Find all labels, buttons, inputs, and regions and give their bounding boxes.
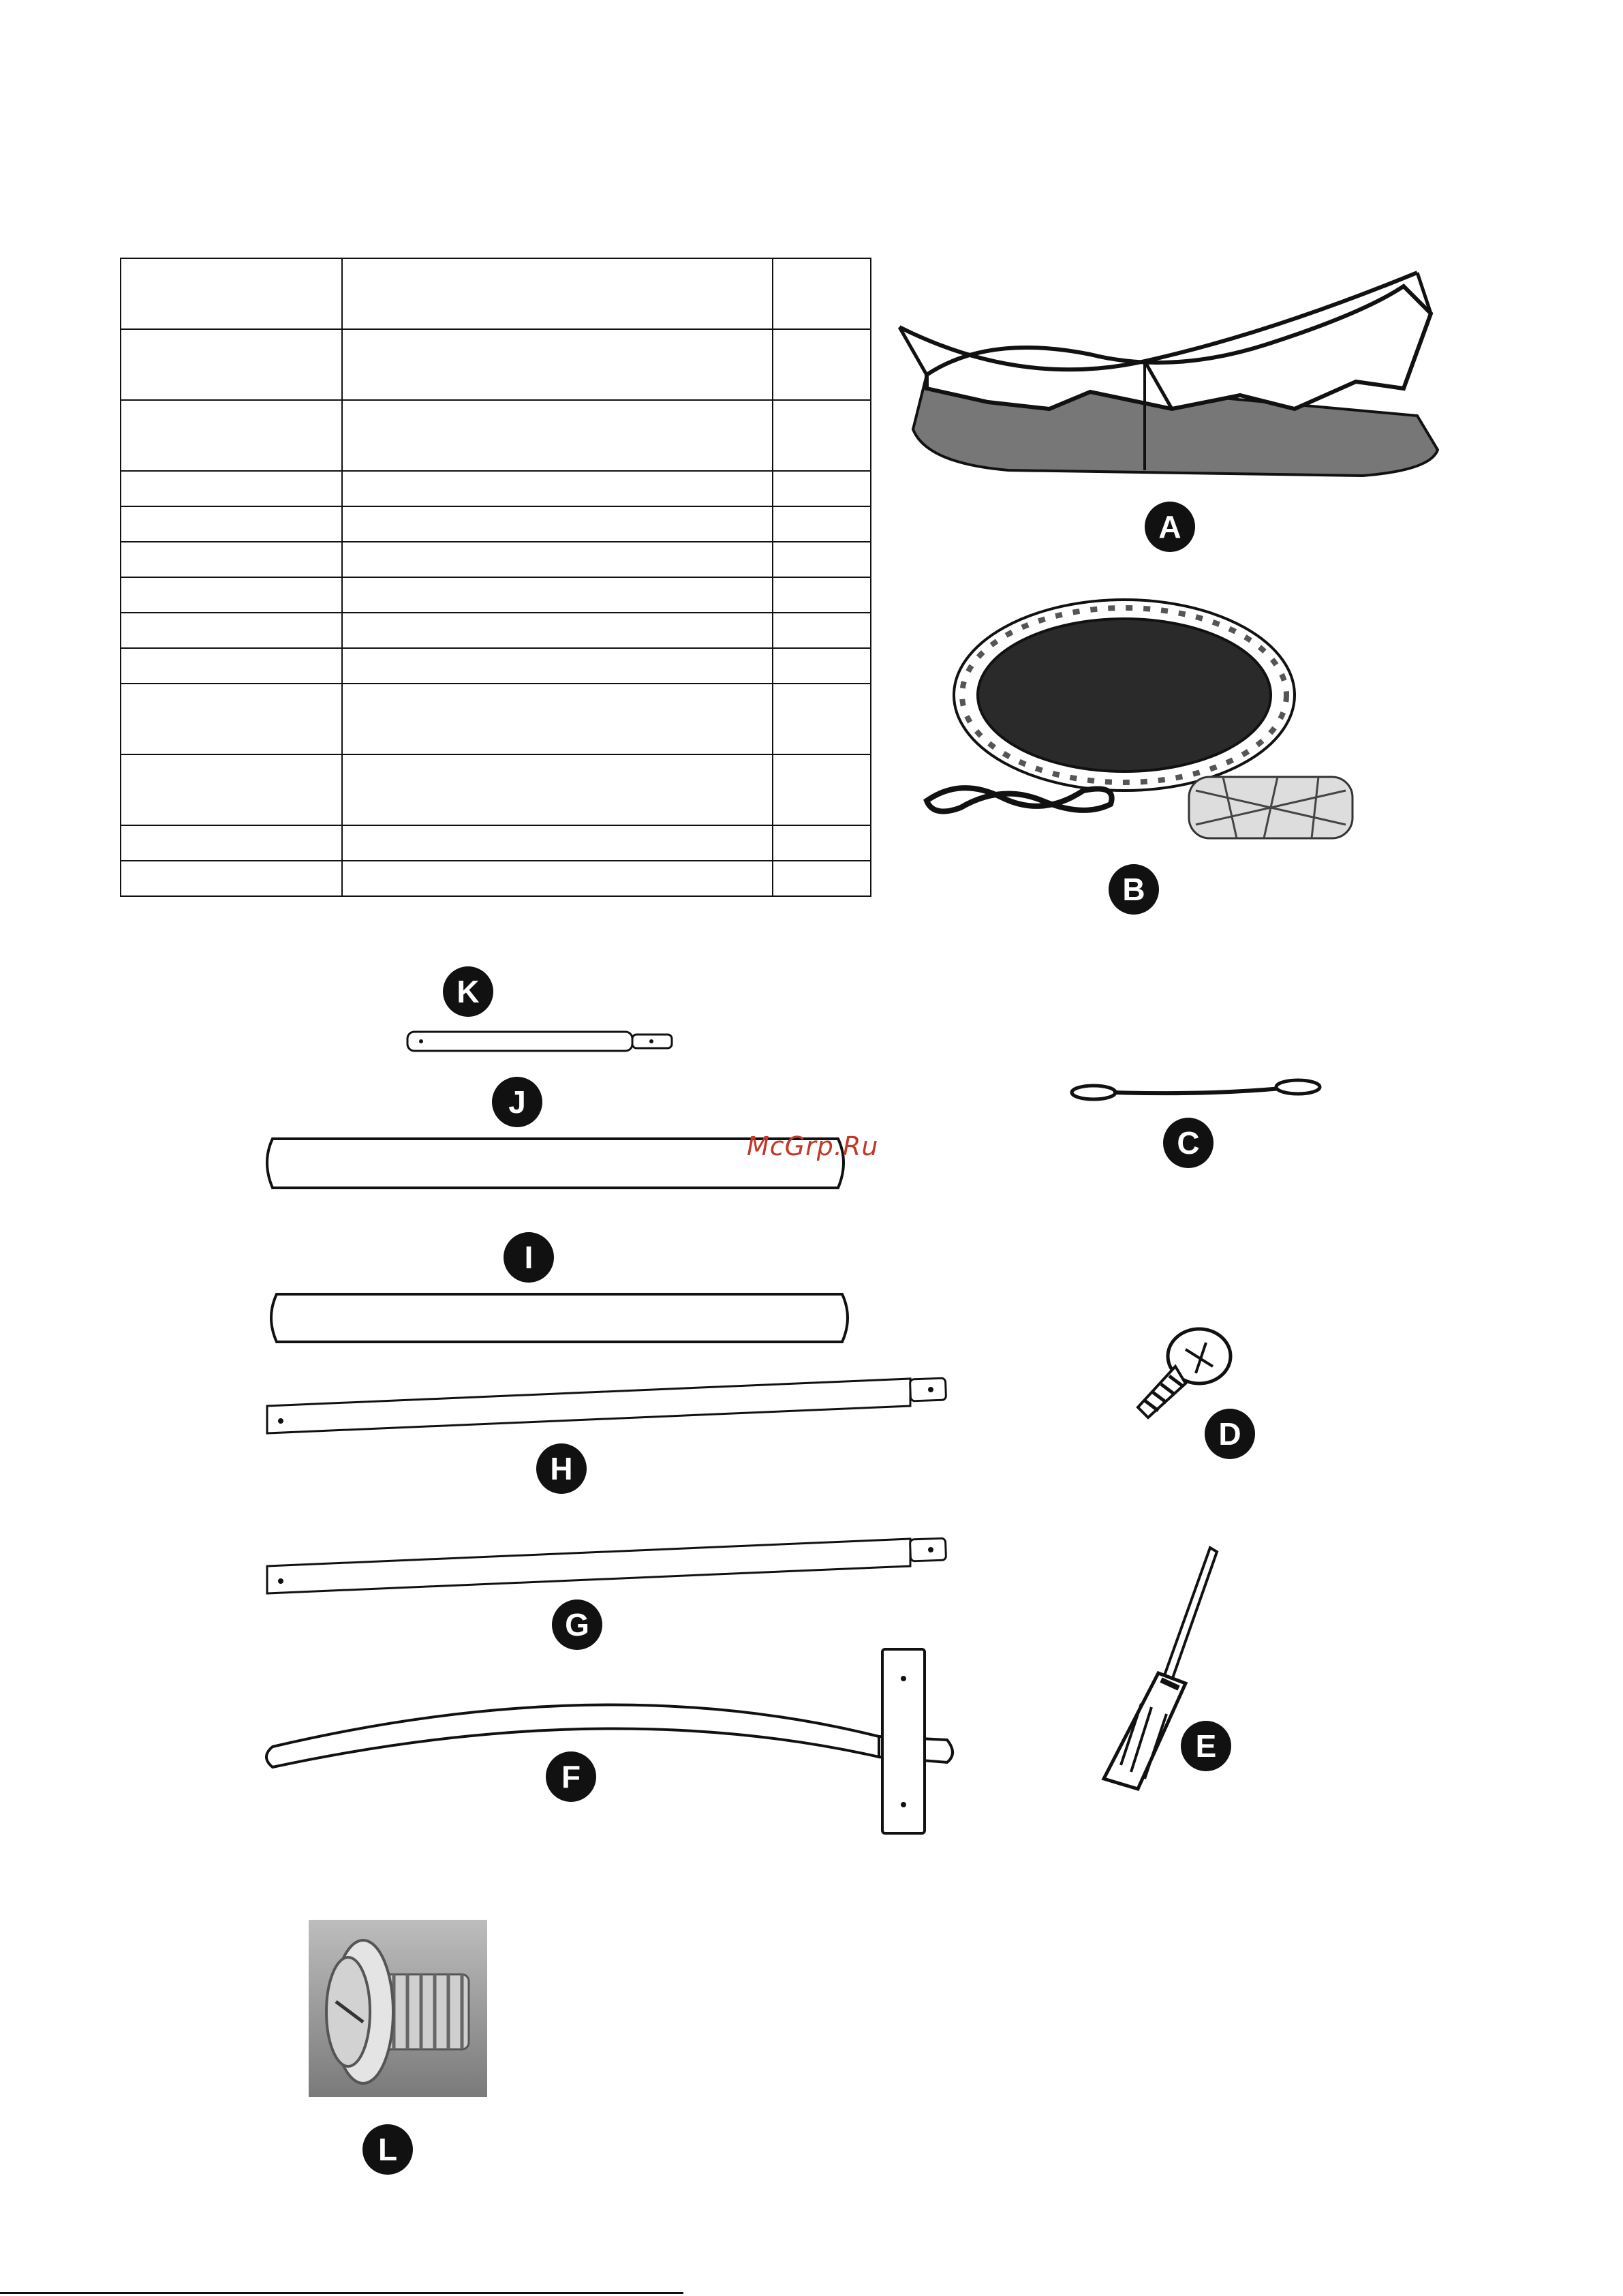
part-a-label: A xyxy=(1145,502,1195,552)
footer-rule xyxy=(0,2292,683,2294)
table-row xyxy=(121,258,871,329)
part-j-label: J xyxy=(492,1077,542,1127)
table-cell xyxy=(121,258,342,329)
table-row xyxy=(121,825,871,861)
table-cell xyxy=(773,471,871,506)
part-b-label: B xyxy=(1109,864,1159,915)
table-cell xyxy=(342,577,773,613)
table-cell xyxy=(773,684,871,754)
part-l-label: L xyxy=(362,2124,413,2175)
curved-pole-f xyxy=(266,1641,961,1839)
table-cell xyxy=(773,613,871,648)
table-cell xyxy=(121,613,342,648)
table-cell xyxy=(342,400,773,471)
table-cell xyxy=(121,329,342,400)
table-cell xyxy=(121,684,342,754)
table-cell xyxy=(773,754,871,825)
table-cell xyxy=(773,825,871,861)
table-row xyxy=(121,648,871,684)
rope-illustration xyxy=(920,777,1124,825)
table-row xyxy=(121,400,871,471)
bungee-cord-c xyxy=(1070,1073,1322,1107)
table-cell xyxy=(773,400,871,471)
table-cell xyxy=(342,861,773,896)
table-row xyxy=(121,329,871,400)
watermark: McGrp.Ru xyxy=(747,1131,879,1161)
table-cell xyxy=(342,613,773,648)
table-cell xyxy=(773,258,871,329)
part-i-label: I xyxy=(504,1232,554,1283)
table-cell xyxy=(773,648,871,684)
net-illustration xyxy=(1182,770,1359,845)
table-row xyxy=(121,471,871,506)
table-cell xyxy=(342,471,773,506)
table-row xyxy=(121,754,871,825)
table-cell xyxy=(342,542,773,577)
parts-table xyxy=(120,258,871,897)
table-cell xyxy=(121,577,342,613)
table-cell xyxy=(342,329,773,400)
part-h-label: H xyxy=(536,1443,587,1494)
part-e-label: E xyxy=(1181,1721,1231,1771)
table-row xyxy=(121,506,871,542)
table-cell xyxy=(121,648,342,684)
part-f-label: F xyxy=(546,1751,596,1802)
part-g-label: G xyxy=(552,1599,602,1650)
table-cell xyxy=(342,648,773,684)
table-cell xyxy=(342,684,773,754)
pole-h xyxy=(263,1373,951,1441)
table-cell xyxy=(121,542,342,577)
foam-tube-i xyxy=(263,1291,856,1345)
table-cell xyxy=(342,506,773,542)
table-row xyxy=(121,577,871,613)
table-row xyxy=(121,542,871,577)
table-row xyxy=(121,684,871,754)
padding-illustration xyxy=(886,273,1444,484)
table-cell xyxy=(773,861,871,896)
table-cell xyxy=(121,506,342,542)
table-cell xyxy=(773,542,871,577)
table-cell xyxy=(342,258,773,329)
table-cell xyxy=(773,329,871,400)
table-cell xyxy=(121,825,342,861)
bolt-photo-l xyxy=(309,1920,487,2097)
part-k-label: K xyxy=(443,966,493,1017)
table-cell xyxy=(342,754,773,825)
table-cell xyxy=(121,400,342,471)
table-cell xyxy=(121,754,342,825)
part-c-label: C xyxy=(1163,1118,1214,1168)
screw-d xyxy=(1131,1319,1240,1421)
table-cell xyxy=(773,577,871,613)
mat-illustration xyxy=(947,593,1301,797)
table-row xyxy=(121,861,871,896)
part-d-label: D xyxy=(1205,1409,1255,1459)
table-cell xyxy=(773,506,871,542)
table-cell xyxy=(121,861,342,896)
table-cell xyxy=(342,825,773,861)
table-row xyxy=(121,613,871,648)
short-tube-k xyxy=(406,1029,675,1054)
table-cell xyxy=(121,471,342,506)
pole-g xyxy=(263,1533,951,1602)
